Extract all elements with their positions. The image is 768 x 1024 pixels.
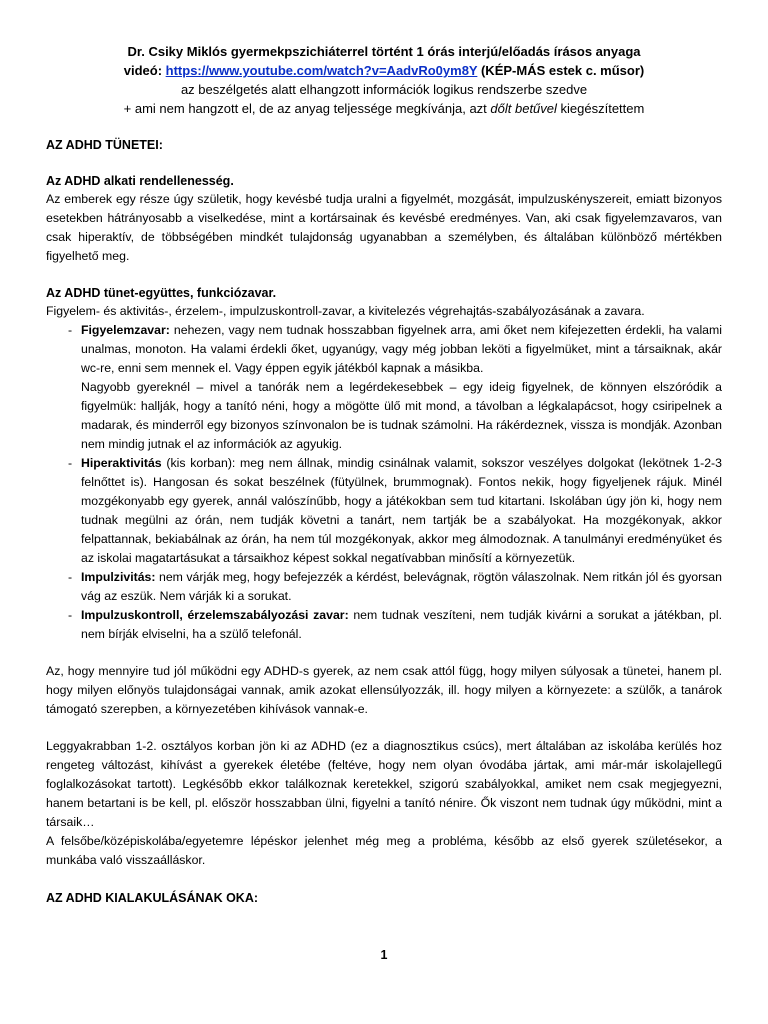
list-item-figyelemzavar — [46, 321, 722, 454]
list-item-term: Hiperaktivitás — [81, 456, 162, 470]
header-title: Dr. Csiky Miklós gyermekpszichiáterrel történt 1 órás interjú/előadás írásos anyaga — [127, 44, 641, 59]
header-note-prefix: + ami nem hangzott el, de az anyag teljessége megkívánja, azt — [123, 101, 491, 116]
list-dash: - — [68, 323, 73, 337]
section-title-cause: AZ ADHD KIALAKULÁSÁNAK OKA: — [46, 891, 259, 905]
list-item-text: nehezen, vagy nem tudnak hosszabban figyelnek arra, ami őket nem kifejezetten érdekli, ha valami unalmas, monoton. Ha valami érdekli őket, ugyanúgy, vagy még jobban leköti a figyelmüket, mint a társaiknak, akár wc-re, enni sem mennek el. Vagy éppen egyik játékból kapnak a másikba. — [81, 323, 722, 375]
header-video-prefix: videó: — [123, 63, 166, 78]
list-item-text: nem tudnak veszíteni, nem tudják kivárni a sorukat a játékban, pl. nem bírják elviselni, ha a szülő telefonál. — [81, 608, 722, 641]
header-note-suffix: kiegészítettem — [556, 101, 645, 116]
video-link[interactable]: https://www.youtube.com/watch?v=AadvRo0ym8Y — [165, 63, 478, 78]
subheading-alkati: Az ADHD alkati rendellenesség. — [46, 174, 234, 188]
list-item-term: Impulzuskontroll, érzelemszabályozási zavar: — [81, 608, 349, 622]
list-dash: - — [68, 608, 73, 622]
list-item-term: Figyelemzavar: — [81, 323, 170, 337]
symptom-list — [46, 321, 722, 644]
list-item-term: Impulzivitás: — [81, 570, 156, 584]
list-dash: - — [68, 456, 73, 470]
paragraph-gyakran: Leggyakrabban 1-2. osztályos korban jön ki az ADHD (ez a diagnosztikus csúcs), mert általában az iskolába kerülés hoz rengeteg változást, kihívást a gyerekek életébe (feltéve, hogy nem olyan óvodába jártak, ami már-már iskolajellegű foglalkozásokat tartott). Legkésőbb ekkor találkoznak keretekkel, szigorú szabályokkal, amiket nem csak megjegyezni, hanem betartani is be kell, pl. először hosszabban ülni, figyelni a tanító nénire. Ők viszont nem tudnak úgy működni, mint a társaik… — [46, 739, 722, 829]
subheading-tunet: Az ADHD tünet-együttes, funkciózavar. — [46, 286, 277, 300]
section-title-symptoms: AZ ADHD TÜNETEI: — [46, 138, 163, 152]
list-item-impulzuskontroll — [46, 606, 722, 644]
page-number: 1 — [380, 948, 388, 962]
list-dash: - — [68, 570, 73, 584]
paragraph-tunet: Figyelem- és aktivitás-, érzelem-, impulzuskontroll-zavar, a kivitelezés végrehajtás-szabályozásának a zavara. — [46, 304, 645, 318]
header-subtitle: az beszélgetés alatt elhangzott információk logikus rendszerbe szedve — [180, 82, 588, 97]
list-item-hiperaktivitas — [46, 454, 722, 568]
header-note — [46, 99, 722, 118]
list-item-extra: Nagyobb gyereknél – mivel a tanórák nem a legérdekesebbek – egy ideig figyelnek, de könnyen elszóródik a figyelmük: hallják, hogy a tanító néni, hogy a mögötte ülő mit mond, a távolban a légkalapácsot, hogy csiripelnek a madarak, és minderről egy bizonyos színvonalon be is tudnak számolni. Ha rákérdeznek, vissza is mondják. Azonban nem mindig jutnak el az információk az agyukig. — [81, 380, 722, 451]
list-item-text: nem várják meg, hogy befejezzék a kérdést, belevágnak, rögtön válaszolnak. Nem ritkán jól és gyorsan vág az eszük. Nem várják ki a sorukat. — [81, 570, 722, 603]
document-header — [46, 42, 722, 118]
spacer — [46, 644, 722, 662]
list-item-text: (kis korban): meg nem állnak, mindig csinálnak valamit, sokszor veszélyes dolgokat (lekötnek 1-2-3 felnőttet is). Hangosan és sokat beszélnek (fütyülnek, brummognak). Fontos nekik, hogy figyeljenek rájuk. Minél mozgékonyabb egy gyerek, annál valószínűbb, hogy a játékokban sem tud kitartani. Iskolában úgy jön ki, hogy nem tudnak megülni az órán, nem tudják követni a tanárt, nem tartják be a szabályokat. Ha mozgékonyak, akkor felpattannak, bekiabálnak az órán, ha nem túl mozgékonyak, akkor meg álmodoznak. A tanulmányi eredményüket és az iskolai magatartásukat a társaikhoz képest sokkal negatívabban minősítí a környezetük. — [81, 456, 722, 565]
paragraph-alkati: Az emberek egy része úgy születik, hogy kevésbé tudja uralni a figyelmét, mozgását, impulzuskényszereit, emiatt bizonyos esetekben hátrányosabb a viselkedése, mint a kortársainak és kevésbé eredményes. Van, aki csak figyelemzavaros, van csak hiperaktív, de többségében mindkét tulajdonság ugyanabban a személyben, és általában különböző mértékben figyelhető meg. — [46, 192, 722, 263]
spacer — [46, 719, 722, 737]
header-video-suffix: (KÉP-MÁS estek c. műsor) — [477, 63, 645, 78]
list-item-impulzivitas — [46, 568, 722, 606]
paragraph-mukodes: Az, hogy mennyire tud jól működni egy ADHD-s gyerek, az nem csak attól függ, hogy milyen súlyosak a tünetei, hanem pl. hogy milyen előnyös tulajdonságai vannak, amik azokat ellensúlyozzák, ill. hogy milyen a környezete: a szülők, a tanárok támogató szerepben, a környezetében kihívások vannak-e. — [46, 664, 722, 716]
paragraph-felso: A felsőbe/középiskolába/egyetemre lépéskor jelenhet még meg a probléma, később az első gyerek születésekor, a munkába való visszaálláskor. — [46, 834, 722, 867]
header-note-italic: dőlt betűvel — [490, 101, 557, 116]
header-video-line — [46, 61, 722, 80]
